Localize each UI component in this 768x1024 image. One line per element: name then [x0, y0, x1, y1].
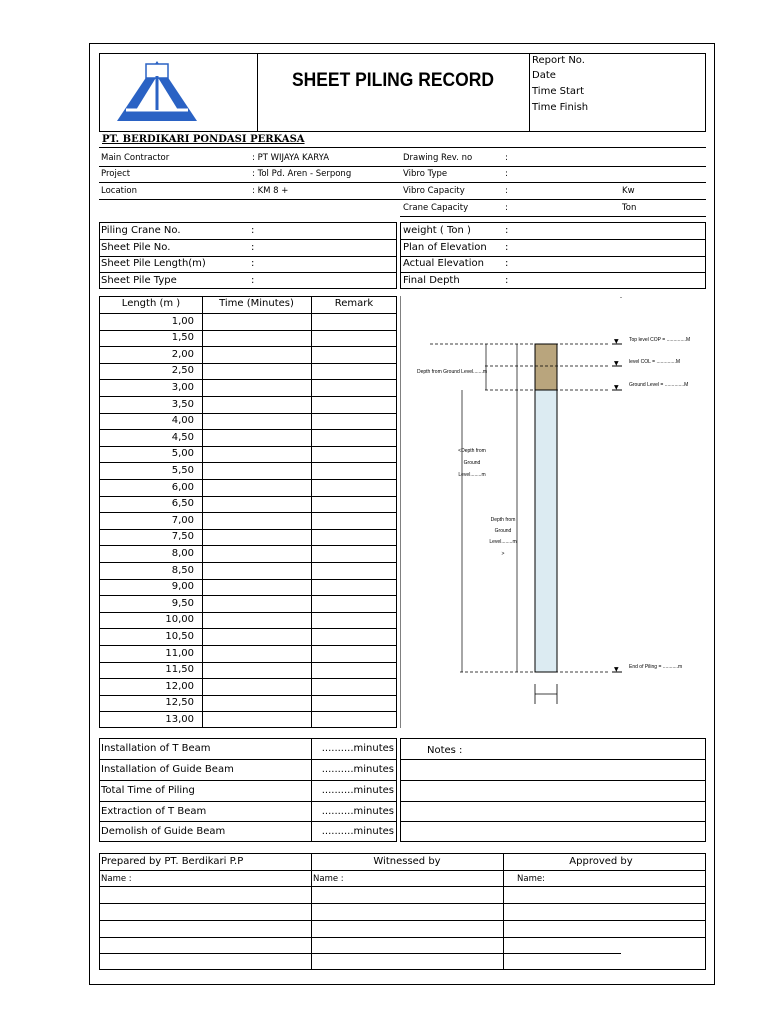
actual-elevation-sep: : — [505, 258, 509, 269]
activity-minutes: ..........minutes — [321, 764, 394, 775]
length-cell: 2,50 — [171, 365, 194, 377]
table-row-line — [99, 695, 397, 696]
length-cell: 7,00 — [171, 514, 194, 526]
table-row-line — [99, 413, 397, 414]
length-cell: 9,50 — [171, 597, 194, 609]
project-label: Project — [101, 169, 131, 179]
table-row-line — [99, 479, 397, 480]
length-cell: 2,00 — [171, 348, 194, 360]
length-cell: 8,00 — [171, 547, 194, 559]
table-row-line — [99, 628, 397, 629]
table-row-line — [99, 711, 397, 712]
length-cell: 7,50 — [171, 531, 194, 543]
main-contractor-value: : PT WIJAYA KARYA — [252, 153, 330, 163]
sheet-pile-type-sep: : — [251, 275, 255, 286]
crane-capacity-label: Crane Capacity — [403, 203, 469, 213]
depth-ground-right-2: Ground — [494, 528, 512, 534]
activity-minutes: ..........minutes — [321, 806, 394, 817]
time-start-label: Time Start — [532, 86, 585, 97]
activity-label: Total Time of Piling — [101, 785, 195, 796]
length-cell: 4,50 — [171, 431, 194, 443]
depth-ground-mid-2: Ground — [463, 460, 481, 466]
activity-label: Installation of Guide Beam — [101, 764, 234, 775]
table-row-line — [99, 579, 397, 580]
depth-ground-mid-1: <Depth from — [458, 448, 486, 454]
table-row-line — [99, 346, 397, 347]
vibro-capacity-sep: : — [505, 186, 508, 196]
approved-name-label: Name: — [517, 874, 545, 884]
table-row-line — [99, 396, 397, 397]
vibro-capacity-label: Vibro Capacity — [403, 186, 465, 196]
vibro-type-label: Vibro Type — [403, 169, 448, 179]
table-row-line — [99, 496, 397, 497]
final-depth-sep: : — [505, 275, 509, 286]
activity-label: Demolish of Guide Beam — [101, 826, 226, 837]
sheet-pile-length-label: Sheet Pile Length(m) — [101, 258, 206, 269]
sheet-pile-length-sep: : — [251, 258, 255, 269]
activity-minutes: ..........minutes — [321, 743, 394, 754]
plan-elevation-label: Plan of Elevation — [403, 242, 487, 253]
table-row-line — [99, 379, 397, 380]
top-level-cop-label: Top level COP = ..............M — [629, 337, 691, 343]
weight-sep: : — [505, 225, 509, 236]
col-header-remark: Remark — [334, 298, 374, 309]
drawing-rev-sep: : — [505, 153, 508, 163]
length-cell: 13,00 — [165, 713, 194, 725]
length-cell: 10,50 — [165, 630, 194, 642]
company-name: PT. BERDIKARI PONDASI PERKASA — [102, 134, 305, 145]
length-cell: 6,50 — [171, 498, 194, 510]
table-row-line — [99, 429, 397, 430]
col-header-time: Time (Minutes) — [219, 298, 294, 309]
length-cell: 11,50 — [165, 664, 194, 676]
notes-label: Notes : — [427, 745, 463, 756]
depth-ground-right-1: Depth from — [490, 517, 516, 523]
activity-label: Installation of T Beam — [101, 743, 211, 754]
crane-capacity-sep: : — [505, 203, 508, 213]
table-row-line — [99, 562, 397, 563]
piling-crane-sep: : — [251, 225, 255, 236]
end-piling-label: End of Piling = ...........m — [629, 664, 683, 670]
final-depth-label: Final Depth — [403, 275, 460, 286]
drawing-rev-label: Drawing Rev. no — [403, 153, 473, 163]
sheet-pile-type-label: Sheet Pile Type — [101, 275, 177, 286]
table-row-line — [99, 645, 397, 646]
witnessed-name-label: Name : — [313, 874, 344, 884]
crane-capacity-unit: Ton — [622, 203, 637, 213]
level-col-label: level COL = ..............M — [629, 359, 681, 365]
table-row-line — [99, 363, 397, 364]
vibro-type-sep: : — [505, 169, 508, 179]
company-logo — [114, 58, 200, 124]
table-row-line — [99, 330, 397, 331]
table-row-line — [99, 462, 397, 463]
table-row-line — [99, 529, 397, 530]
sheet-pile-no-sep: : — [251, 242, 255, 253]
length-cell: 5,00 — [171, 448, 194, 460]
length-cell: 9,00 — [171, 581, 194, 593]
table-row-line — [99, 678, 397, 679]
location-value: : KM 8 + — [252, 186, 289, 196]
length-cell: 6,00 — [171, 481, 194, 493]
length-cell: 4,00 — [171, 415, 194, 427]
length-cell: 12,50 — [165, 697, 194, 709]
svg-text:-: - — [620, 296, 622, 301]
weight-label: weight ( Ton ) — [403, 225, 471, 236]
table-row-line — [99, 612, 397, 613]
main-contractor-label: Main Contractor — [101, 153, 170, 163]
plan-elevation-sep: : — [505, 242, 509, 253]
location-label: Location — [101, 186, 137, 196]
approved-by-label: Approved by — [569, 856, 633, 867]
table-row-line — [99, 446, 397, 447]
table-row-line — [99, 595, 397, 596]
col-header-length: Length (m ) — [121, 298, 181, 309]
svg-text:▼: ▼ — [614, 360, 619, 367]
sheet-pile-no-label: Sheet Pile No. — [101, 242, 171, 253]
table-row-line — [99, 313, 397, 314]
table-row-line — [99, 512, 397, 513]
table-row-line — [99, 545, 397, 546]
report-no-label: Report No. — [532, 55, 585, 66]
depth-ground-mid-3: Level........m — [458, 472, 486, 478]
length-cell: 11,00 — [165, 647, 194, 659]
table-row-line — [99, 662, 397, 663]
length-cell: 8,50 — [171, 564, 194, 576]
svg-text:▼: ▼ — [614, 666, 619, 673]
length-cell: 1,00 — [171, 315, 194, 327]
piling-crane-label: Piling Crane No. — [101, 225, 181, 236]
time-finish-label: Time Finish — [532, 102, 589, 113]
actual-elevation-label: Actual Elevation — [403, 258, 484, 269]
ground-level-label: Ground Level = ..............M — [629, 382, 689, 388]
length-cell: 1,50 — [171, 332, 194, 344]
activity-label: Extraction of T Beam — [101, 806, 207, 817]
project-value: : Tol Pd. Aren - Serpong — [252, 169, 352, 179]
length-cell: 10,00 — [165, 614, 194, 626]
depth-ground-right-3: Level........m — [489, 539, 517, 545]
vibro-capacity-unit: Kw — [622, 186, 635, 196]
length-cell: 3,50 — [171, 398, 194, 410]
depth-ground-left-label: Depth from Ground Level.......m — [417, 369, 488, 375]
prepared-name-label: Name : — [101, 874, 132, 884]
length-cell: 12,00 — [165, 680, 194, 692]
depth-ground-right-4: > — [501, 551, 505, 557]
page-title: SHEET PILING RECORD — [291, 70, 494, 91]
svg-text:▼: ▼ — [614, 338, 619, 345]
activity-minutes: ..........minutes — [321, 826, 394, 837]
witnessed-by-label: Witnessed by — [373, 856, 441, 867]
date-label: Date — [532, 70, 556, 81]
svg-text:▼: ▼ — [614, 384, 619, 391]
activity-minutes: ..........minutes — [321, 785, 394, 796]
length-cell: 3,00 — [171, 381, 194, 393]
prepared-by-label: Prepared by PT. Berdikari P.P — [101, 856, 244, 867]
length-cell: 5,50 — [171, 464, 194, 476]
